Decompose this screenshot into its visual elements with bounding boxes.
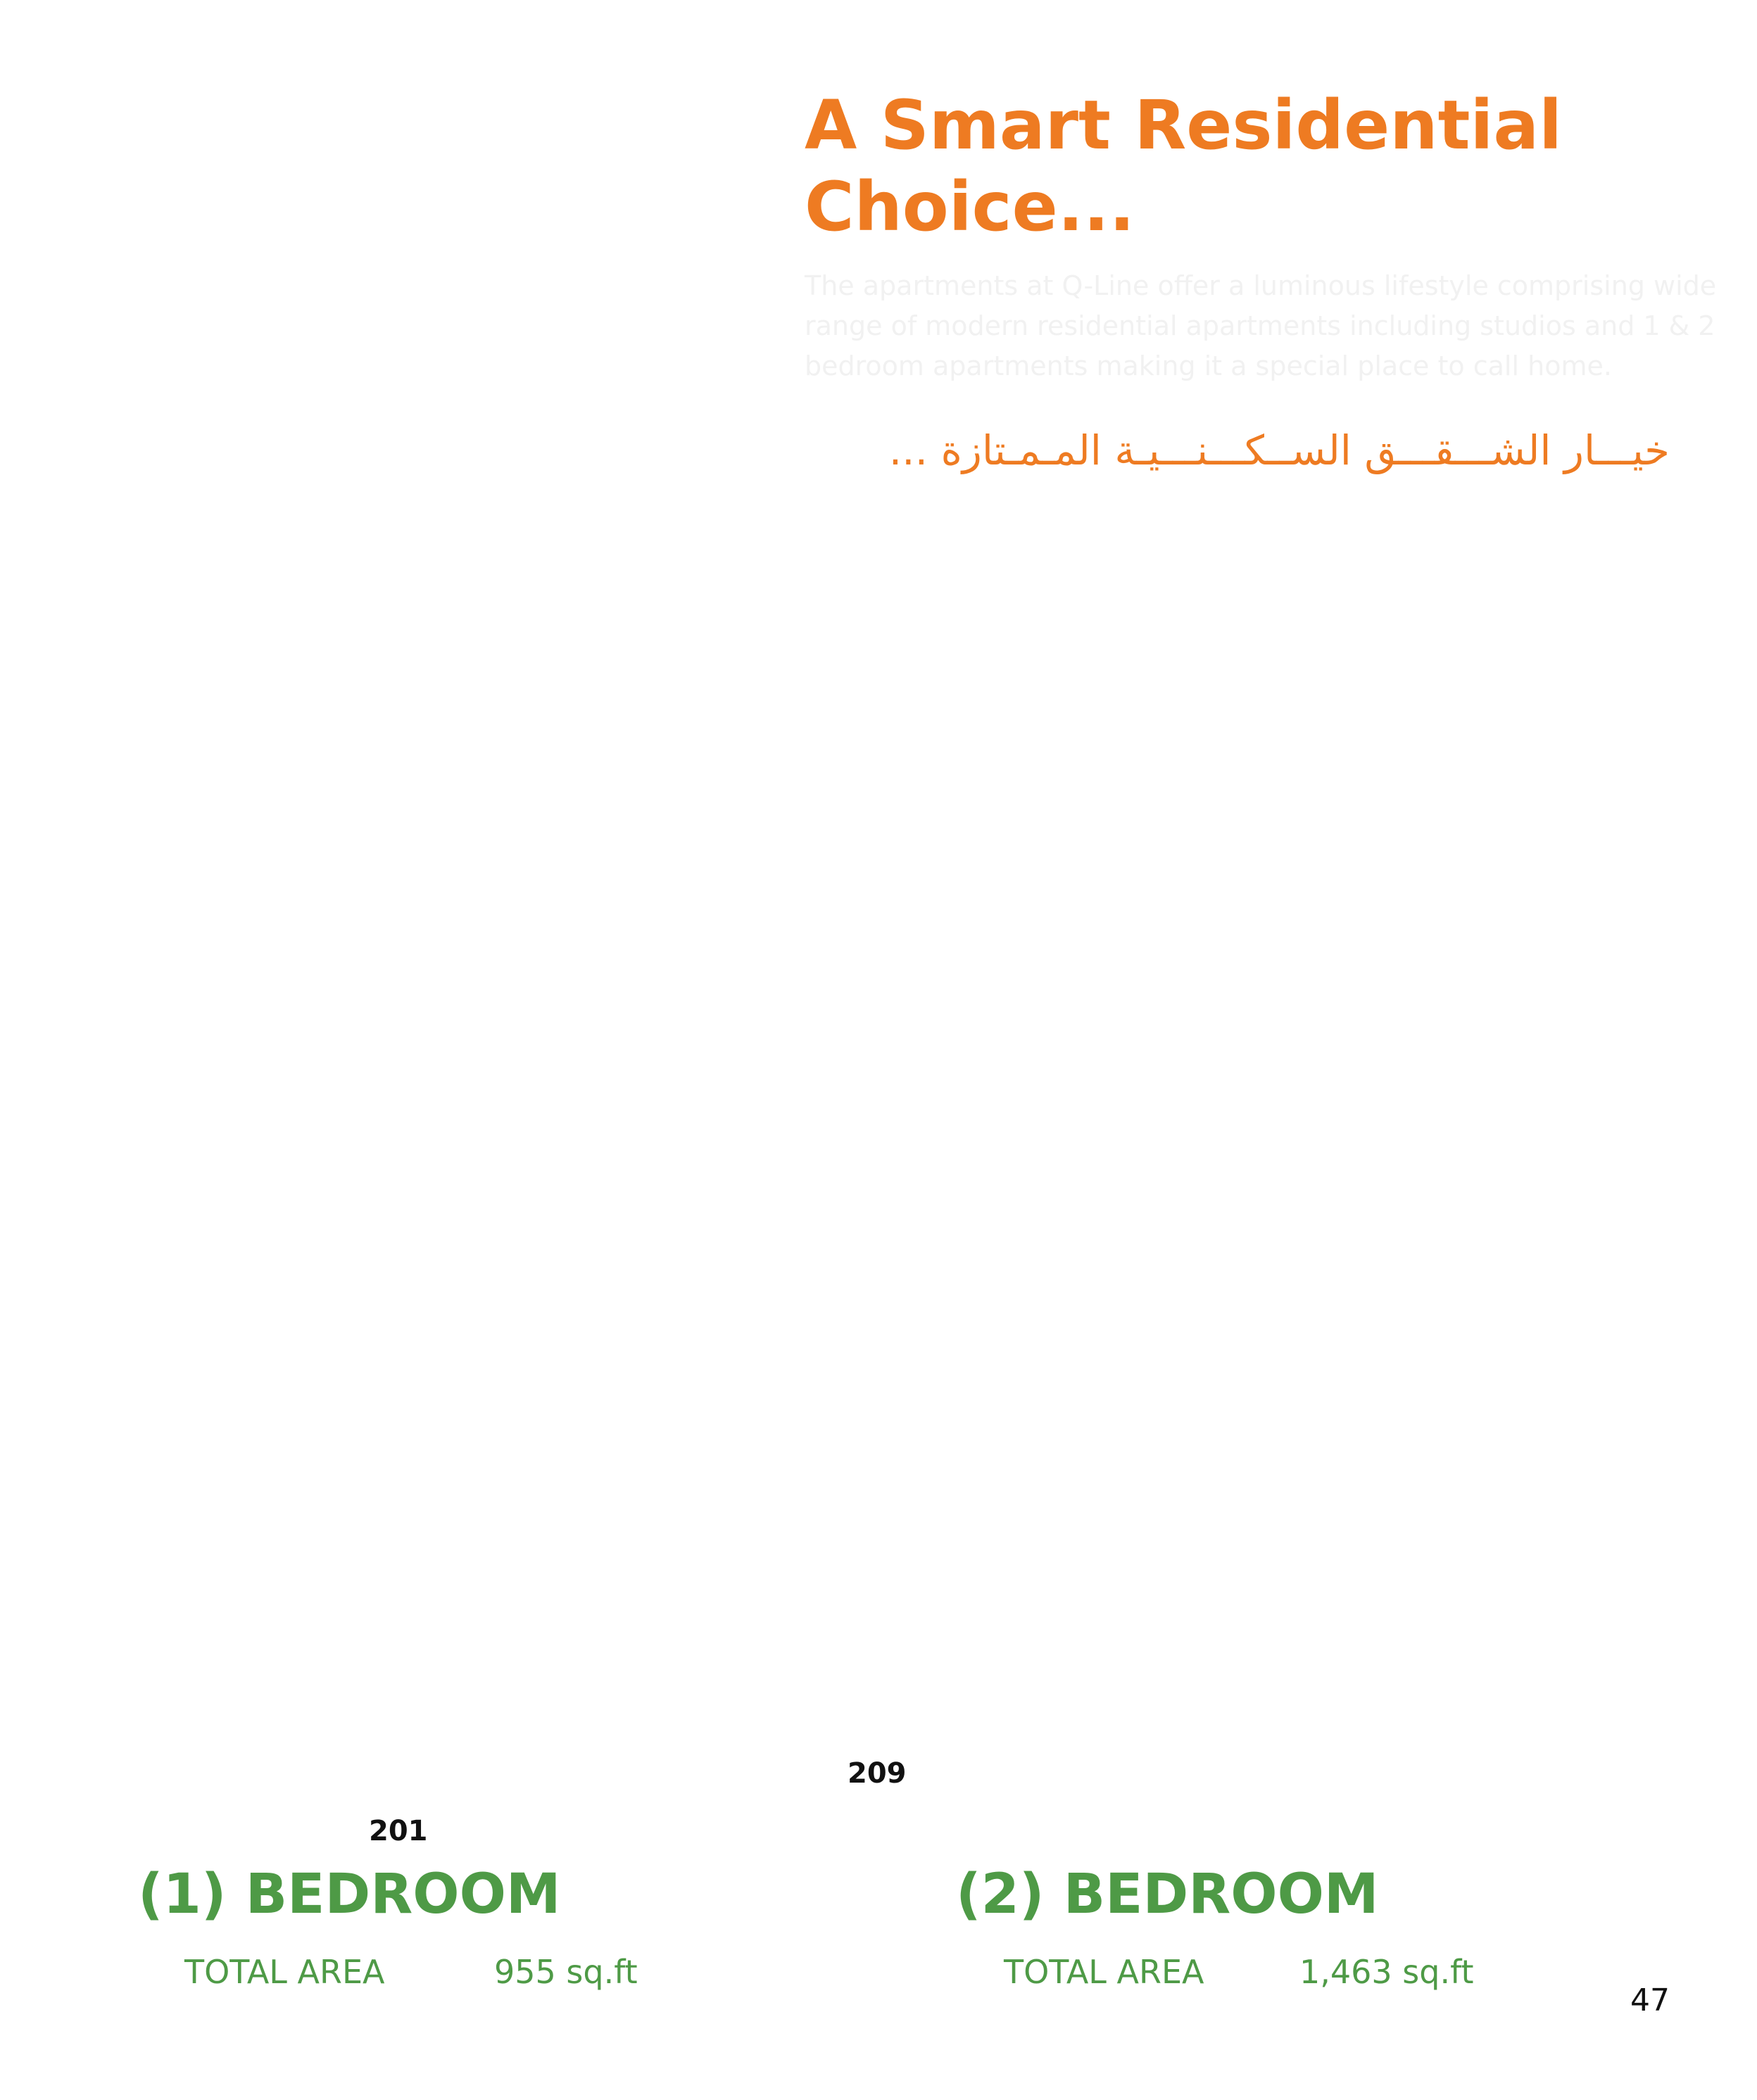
unit-1-area-value: 955 sq.ft: [494, 1953, 638, 1991]
arabic-heading: خيـــار الشـــقـــق الســكـــنـــيـة المـمـتازة ...: [888, 426, 1670, 474]
intro-paragraph: [805, 266, 1717, 386]
unit-title-1-bedroom: (1) BEDROOM: [138, 1863, 561, 1926]
headline-line-1: A Smart Residential: [805, 86, 1563, 165]
headline: [805, 84, 1684, 248]
unit-2-area-label: TOTAL AREA: [1004, 1953, 1204, 1991]
intro-line-1: The apartments at Q-Line offer a luminous lifestyle comprising wide: [805, 270, 1717, 301]
intro-line-2: range of modern residential apartments including studios and 1 & 2: [805, 310, 1715, 341]
unit-number-209: 209: [848, 1757, 907, 1790]
unit-number-201: 201: [369, 1815, 428, 1847]
unit-2-area-value: 1,463 sq.ft: [1299, 1953, 1474, 1991]
unit-title-2-bedroom: (2) BEDROOM: [956, 1863, 1379, 1926]
intro-line-3: bedroom apartments making it a special place to call home.: [805, 350, 1612, 381]
page-number: 47: [1630, 1982, 1670, 2018]
unit-1-area-label: TOTAL AREA: [184, 1953, 385, 1991]
headline-line-2: Choice...: [805, 167, 1135, 246]
